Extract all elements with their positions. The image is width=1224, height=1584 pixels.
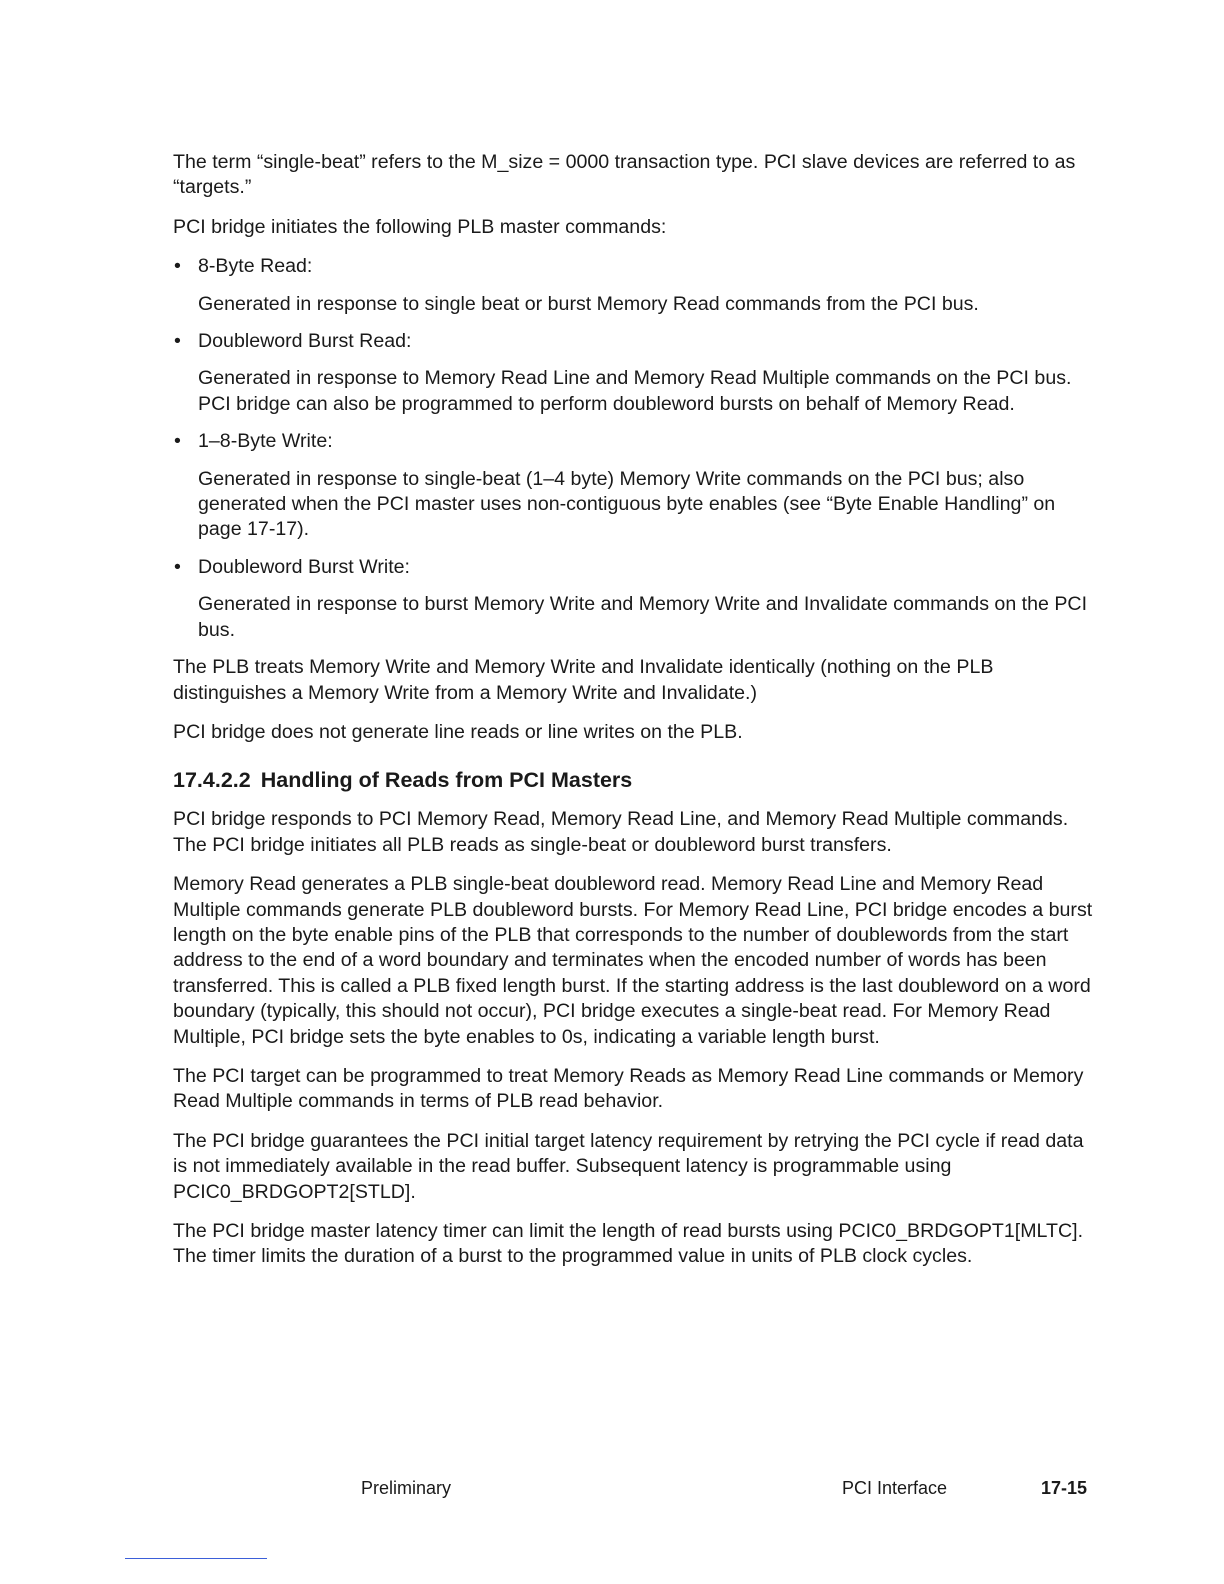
body-paragraph: PCI bridge does not generate line reads or line writes on the PLB. bbox=[173, 720, 743, 743]
command-title bbox=[173, 555, 1098, 580]
section-paragraph: The PCI bridge guarantees the PCI initial target latency requirement by retrying the PCI cycle if read data is not immediately available in the read buffer. Subsequent latency is programmable using PCIC0_BRDGOPT2[STLD]. bbox=[173, 1129, 1084, 1203]
bullet-icon: • bbox=[174, 555, 181, 578]
list-item bbox=[173, 429, 1098, 543]
section-number: 17.4.2.2 bbox=[173, 768, 251, 793]
section-paragraph: PCI bridge responds to PCI Memory Read, Memory Read Line, and Memory Read Multiple commands. The PCI bridge initiates all PLB reads as single-beat or doubleword burst transfers. bbox=[173, 808, 1069, 856]
page-footer bbox=[0, 1478, 1224, 1502]
command-description: Generated in response to burst Memory Write and Memory Write and Invalidate commands on the PCI bus. bbox=[198, 593, 1088, 641]
command-title-text: Doubleword Burst Read: bbox=[198, 330, 412, 353]
command-title-text: 8-Byte Read: bbox=[198, 255, 313, 278]
list-item bbox=[173, 254, 1098, 317]
command-description: Generated in response to single-beat (1–4 byte) Memory Write commands on the PCI bus; also generated when the PCI master uses non-contiguous byte enables (see “Byte Enable Handling” on page 17-17). bbox=[198, 467, 1056, 541]
page-number: 17-15 bbox=[1041, 1478, 1088, 1498]
list-item bbox=[173, 329, 1098, 417]
footer-chapter: PCI Interface bbox=[842, 1478, 948, 1498]
command-description: Generated in response to single beat or burst Memory Read commands from the PCI bus. bbox=[198, 292, 979, 315]
intro-paragraph: PCI bridge initiates the following PLB master commands: bbox=[173, 215, 667, 238]
footer-status: Preliminary bbox=[361, 1478, 452, 1498]
list-item bbox=[173, 555, 1098, 643]
bullet-icon: • bbox=[174, 430, 181, 453]
body-paragraph: The PLB treats Memory Write and Memory Write and Invalidate identically (nothing on the PLB distinguishes a Memory Write from a Memory Write and Invalidate.) bbox=[173, 656, 994, 704]
command-title-text: Doubleword Burst Write: bbox=[198, 555, 410, 578]
section-heading bbox=[173, 767, 1098, 793]
command-title bbox=[173, 429, 1098, 454]
section-title: Handling of Reads from PCI Masters bbox=[260, 768, 633, 793]
section-paragraph: The PCI target can be programmed to treat Memory Reads as Memory Read Line commands or Memory Read Multiple commands in terms of PLB read behavior. bbox=[173, 1064, 1084, 1113]
page-body bbox=[173, 150, 1098, 1284]
section-paragraph: The PCI bridge master latency timer can limit the length of read bursts using PCIC0_BRDGOPT1[MLTC]. The timer limits the duration of a burst to the programmed value in units of PLB clock cycles. bbox=[173, 1220, 1084, 1268]
section-paragraph: Memory Read generates a PLB single-beat doubleword read. Memory Read Line and Memory Read Multiple commands generate PLB doubleword bursts. For Memory Read Line, PCI bridge encodes a burst length on the byte enable pins of the PLB that corresponds to the number of doublewords from the start address to the end of a word boundary and terminates when the encoded number of words has been transferred. This is called a PLB fixed length burst. If the starting address is the last doubleword on a word boundary (typically, this should not occur), PCI bridge executes a single-beat read. For Memory Read Multiple, PCI bridge sets the byte enables to 0s, indicating a variable length burst. bbox=[173, 873, 1093, 1048]
command-description: Generated in response to Memory Read Line and Memory Read Multiple commands on the PCI bus. PCI bridge can also be programmed to perform doubleword bursts on behalf of Memory Read. bbox=[198, 367, 1072, 415]
command-title bbox=[173, 329, 1098, 354]
bottom-rule bbox=[125, 1558, 267, 1559]
command-title bbox=[173, 254, 1098, 279]
intro-paragraph: The term “single-beat” refers to the M_size = 0000 transaction type. PCI slave devices are referred to as “targets.” bbox=[173, 151, 1076, 199]
bullet-icon: • bbox=[174, 255, 181, 278]
command-list bbox=[173, 254, 1098, 643]
command-title-text: 1–8-Byte Write: bbox=[198, 430, 333, 453]
bullet-icon: • bbox=[174, 330, 181, 353]
